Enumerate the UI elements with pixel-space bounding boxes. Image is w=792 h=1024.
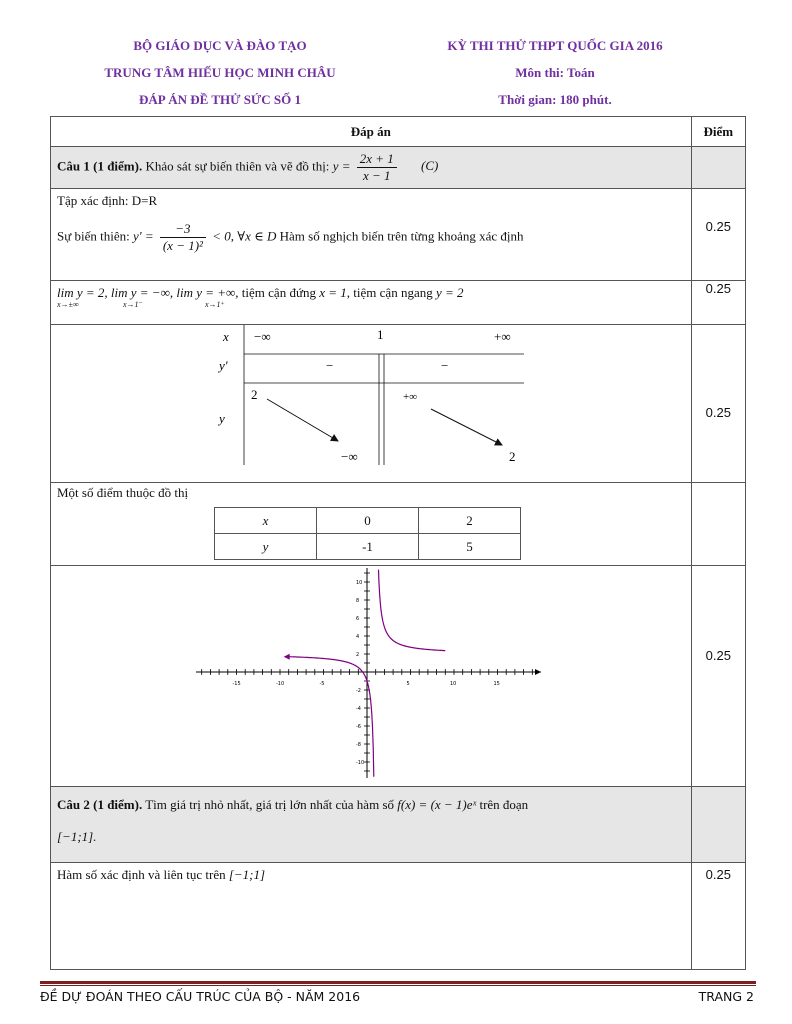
asymptote-horizontal: y = 2 [435,285,464,300]
vt-yp-sign-1: − [326,358,334,373]
vt-arrow-1 [267,399,338,441]
q1-num: 2x + 1 [357,151,397,168]
variation-line [57,221,685,254]
points-y-label: y [215,534,317,560]
footer [40,989,756,1004]
vt-x-neg-inf: −∞ [254,329,271,344]
y-tick-label: -10 [356,760,365,766]
points-x-0: 0 [317,508,419,534]
footer-page: TRANG 2 [698,989,754,1004]
q2-interval: [−1;1]. [57,829,97,844]
vt-yp-sign-2: − [441,358,449,373]
y-tick-label: 4 [356,634,360,640]
points-x-1: 2 [419,508,521,534]
header-answer-title: ĐÁP ÁN ĐỀ THỬ SỨC SỐ 1 [138,92,302,107]
vt-y-label: y [219,411,225,426]
footer-left: ĐỀ DỰ ĐOÁN THEO CẤU TRÚC CỦA BỘ - NĂM 2016 [40,989,361,1004]
points-cell [51,483,692,566]
points-y-0: -1 [317,534,419,560]
variation-table-cell [51,325,692,483]
limit-sub-3: x→1⁺ [205,300,225,309]
q2-text: Tìm giá trị nhỏ nhất, giá trị lớn nhất của hàm số [145,797,394,812]
domain-variation-cell [51,189,692,281]
variation-fraction [160,221,206,254]
footer-rule-thin [40,985,756,986]
q1-label: Câu 1 (1 điểm). [57,158,143,174]
x-axis-arrow [535,669,541,675]
variation-den: (x − 1)² [162,238,203,253]
footer-rule-thick [40,981,756,984]
limits-text: lim y = 2, lim y = −∞, lim y = +∞, [57,285,239,300]
limit-subscripts [57,300,685,309]
vt-x-label: x [223,329,229,344]
vt-y-end-1: −∞ [341,449,358,464]
domain-text: Tập xác định: D=R [57,193,158,208]
q2-function: f(x) = (x − 1)eˣ [397,797,477,812]
asymptote-text-2: , tiệm cận ngang [346,285,433,300]
x-tick-label: -15 [232,681,241,687]
score-3: 0.25 [691,325,745,483]
asymptote-vertical: x = 1 [319,285,347,300]
col-answer-header: Đáp án [51,117,692,147]
y-tick-label: -4 [356,706,361,712]
graph-cell [51,566,692,787]
q2-answer-interval: [−1;1] [228,867,266,882]
y-tick-label: 2 [356,652,360,658]
vt-yp-label: y' [219,358,228,373]
y-tick-label: 6 [356,616,360,622]
limit-sub-1: x→±∞ [57,300,79,309]
variation-table [51,325,682,482]
x-tick-label: 10 [450,681,457,687]
variation-num: −3 [160,221,206,238]
limit-sub-2: x→1⁻ [123,300,143,309]
header-exam: KỲ THI THỬ THPT QUỐC GIA 2016 [447,38,663,53]
asymptote-text-1: tiệm cận đứng [241,285,316,300]
answer-table [50,116,746,970]
q1-score-empty [691,147,745,189]
variation-cond: < 0, ∀x ∈ D [212,228,277,244]
q2-answer-text: Hàm số xác định và liên tục trên [57,867,226,882]
y-tick-label: -2 [356,688,361,694]
y-tick-label: -6 [356,724,361,730]
score-4: 0.25 [691,566,745,787]
score-2: 0.25 [691,281,745,325]
q1-y: y = [332,158,351,174]
vt-arrow-2 [431,409,502,445]
points-score-empty [691,483,745,566]
header-right [390,38,720,108]
vt-y-end-2: 2 [509,449,516,464]
q2-label: Câu 2 (1 điểm). [57,797,143,812]
variation-text: Hàm số nghịch biến trên từng khoảng xác định [279,228,524,244]
q2-score-empty [691,787,745,863]
y-tick-label: 10 [356,580,363,586]
vt-y-start: 2 [251,387,258,402]
graph-curve-right [379,570,446,651]
q1-curve-label: (C) [421,158,439,174]
points-table [214,507,521,560]
header-time: Thời gian: 180 phút. [498,92,612,107]
graph-curve-left [289,657,374,777]
graph-arrow-left [284,654,290,660]
header-ministry: BỘ GIÁO DỤC VÀ ĐÀO TẠO [133,38,307,53]
points-x-label: x [215,508,317,534]
x-tick-label: -10 [276,681,285,687]
q2-tail: trên đoạn [479,797,529,812]
q1-text: Khảo sát sự biến thiên và vẽ đồ thị: [145,158,330,174]
header-center: TRUNG TÂM HIẾU HỌC MINH CHÂU [104,65,336,80]
x-tick-label: -5 [319,681,325,687]
variation-y: y' = [133,228,154,244]
variation-label: Sự biến thiên: [57,228,130,244]
x-tick-label: 15 [493,681,500,687]
vt-x-pos-inf: +∞ [494,329,511,344]
y-tick-label: 8 [356,598,360,604]
question-2 [51,787,692,863]
function-graph [51,566,682,786]
points-y-1: 5 [419,534,521,560]
q1-den: x − 1 [362,168,391,183]
vt-x-one: 1 [377,327,384,342]
y-tick-label: -8 [356,742,361,748]
question-1 [51,147,692,189]
header-subject: Môn thi: Toán [515,65,595,80]
q2-answer-cell [51,863,692,970]
vt-y-start-2: +∞ [403,391,418,403]
x-tick-label: 5 [406,681,410,687]
q1-fraction [357,151,397,184]
col-score-header: Điểm [691,117,745,147]
limits-cell [51,281,692,325]
score-5: 0.25 [691,863,745,970]
points-title: Một số điểm thuộc đồ thị [57,485,189,500]
header-left [45,38,395,108]
score-1: 0.25 [691,189,745,281]
